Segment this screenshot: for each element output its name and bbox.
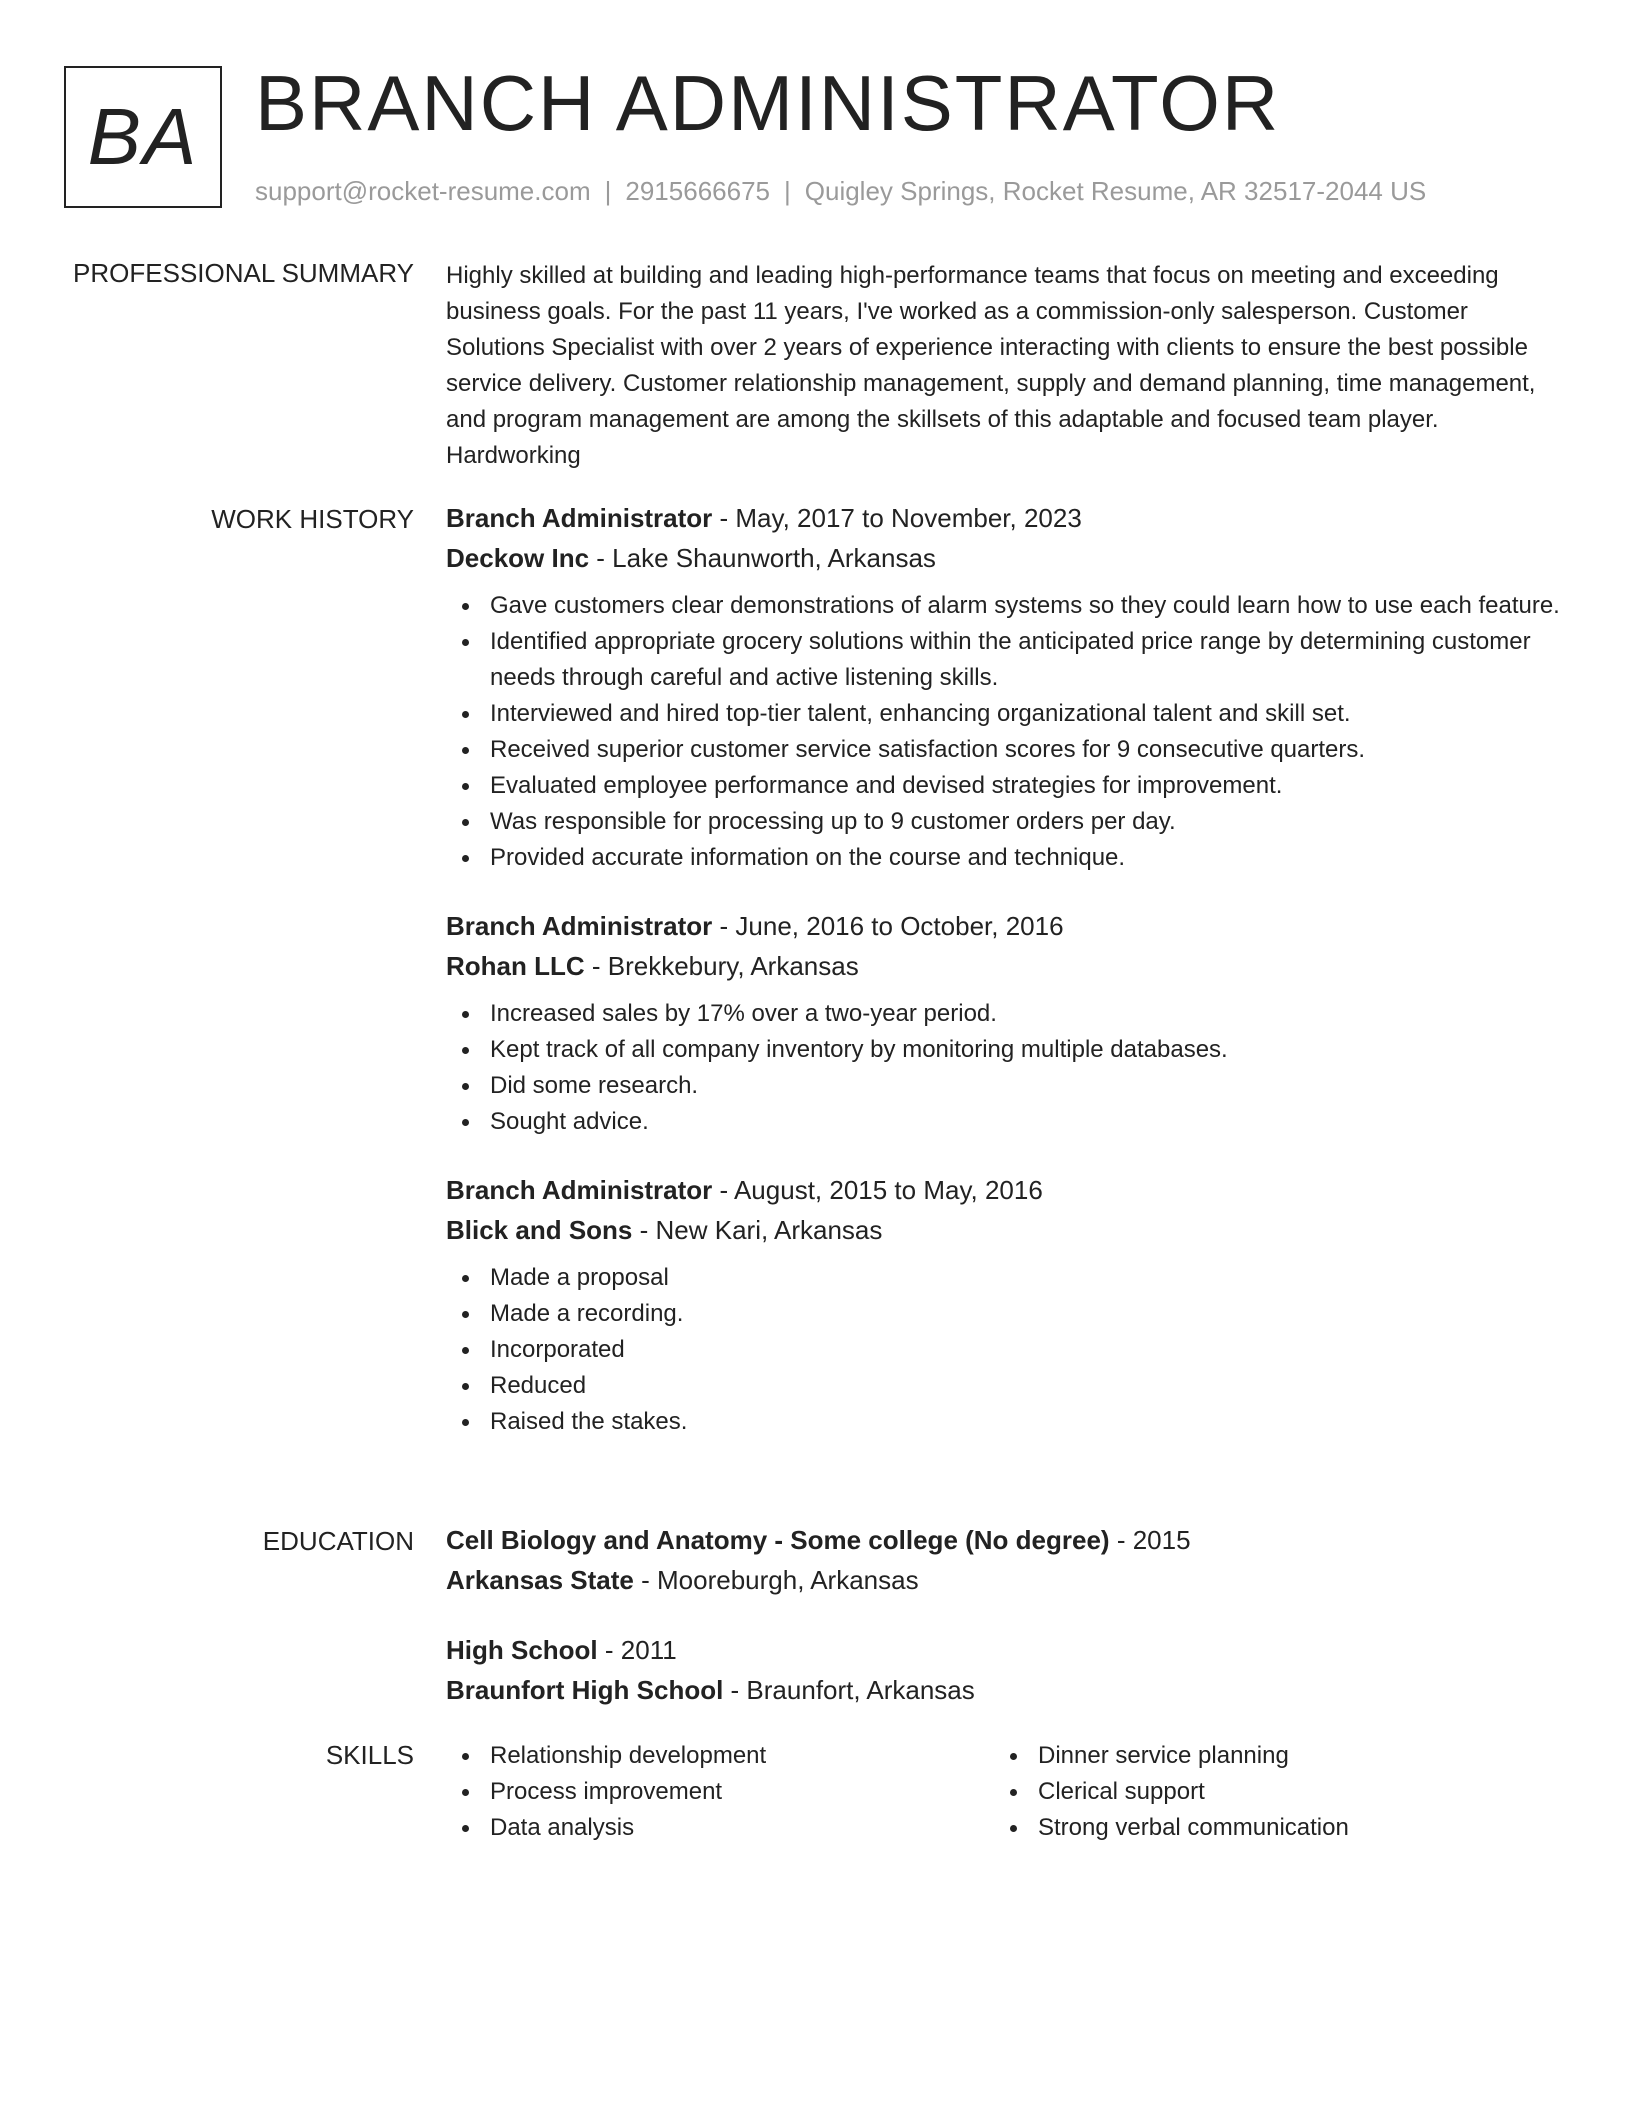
education-school-line bbox=[446, 1670, 1566, 1710]
job-title-line bbox=[446, 498, 1566, 538]
list-item: Received superior customer service satisfaction scores for 9 consecutive quarters. bbox=[446, 732, 1566, 768]
education-degree-line bbox=[446, 1520, 1566, 1560]
list-item: Sought advice. bbox=[446, 1104, 1566, 1140]
education-year: - 2015 bbox=[1109, 1525, 1191, 1555]
list-item: Strong verbal communication bbox=[994, 1810, 1542, 1846]
job-location: - Brekkebury, Arkansas bbox=[584, 951, 859, 981]
job-bullets bbox=[446, 996, 1566, 1140]
education-school: Braunfort High School bbox=[446, 1675, 724, 1705]
list-item: Relationship development bbox=[446, 1738, 994, 1774]
list-item: Was responsible for processing up to 9 customer orders per day. bbox=[446, 804, 1566, 840]
job-bullets bbox=[446, 1260, 1566, 1440]
list-item: Interviewed and hired top-tier talent, enhancing organizational talent and skill set. bbox=[446, 696, 1566, 732]
contact-line bbox=[255, 176, 1426, 207]
list-item: Raised the stakes. bbox=[446, 1404, 1566, 1440]
list-item: Made a recording. bbox=[446, 1296, 1566, 1332]
candidate-name: BRANCH ADMINISTRATOR bbox=[255, 59, 1281, 147]
education-location: - Mooreburgh, Arkansas bbox=[633, 1565, 919, 1595]
contact-email: support@rocket-resume.com bbox=[255, 176, 591, 206]
skills-list-left bbox=[446, 1738, 994, 1846]
job-bullets bbox=[446, 588, 1566, 876]
job-company: Deckow Inc bbox=[446, 543, 590, 573]
list-item: Identified appropriate grocery solutions within the anticipated price range by determining customer needs through careful and active listening skills. bbox=[446, 624, 1566, 696]
skills-title: SKILLS bbox=[325, 1740, 414, 1770]
summary-text: Highly skilled at building and leading high-performance teams that focus on meeting and exceeding business goals. For the past 11 years, I've worked as a commission-only salesperson. Customer Solutions Specialist with over 2 years of experience interacting with clients to ensure the best possible service delivery. Customer relationship management, supply and demand planning, time management, and program management are among the skillsets of this adaptable and focused team player. Hardworking bbox=[446, 262, 1536, 469]
summary-title: PROFESSIONAL SUMMARY bbox=[73, 258, 414, 288]
skills-body bbox=[446, 1738, 1566, 1846]
education-degree: Cell Biology and Anatomy - Some college (No degree) bbox=[446, 1525, 1110, 1555]
job-location: - Lake Shaunworth, Arkansas bbox=[589, 543, 936, 573]
contact-separator: | bbox=[784, 176, 791, 206]
education-school: Arkansas State bbox=[446, 1565, 634, 1595]
job-entry bbox=[446, 498, 1566, 876]
job-location: - New Kari, Arkansas bbox=[632, 1215, 883, 1245]
education-school-line bbox=[446, 1560, 1566, 1600]
contact-separator: | bbox=[604, 176, 612, 206]
job-company-line bbox=[446, 538, 1566, 578]
list-item: Dinner service planning bbox=[994, 1738, 1542, 1774]
list-item: Provided accurate information on the course and technique. bbox=[446, 840, 1566, 876]
education-entry bbox=[446, 1630, 1566, 1710]
education-body bbox=[446, 1520, 1566, 1740]
job-dates: - May, 2017 to November, 2023 bbox=[712, 503, 1082, 533]
education-degree-line bbox=[446, 1630, 1566, 1670]
skills-list-right bbox=[994, 1738, 1542, 1846]
contact-address: Quigley Springs, Rocket Resume, AR 32517-2044 US bbox=[804, 176, 1427, 206]
job-role: Branch Administrator bbox=[446, 503, 713, 533]
job-company-line bbox=[446, 1210, 1566, 1250]
education-year: - 2011 bbox=[597, 1635, 677, 1665]
job-company-line bbox=[446, 946, 1566, 986]
job-role: Branch Administrator bbox=[446, 911, 713, 941]
list-item: Clerical support bbox=[994, 1774, 1542, 1810]
job-company: Blick and Sons bbox=[446, 1215, 633, 1245]
job-title-line bbox=[446, 906, 1566, 946]
job-role: Branch Administrator bbox=[446, 1175, 713, 1205]
contact-phone: 2915666675 bbox=[625, 176, 770, 206]
list-item: Increased sales by 17% over a two-year period. bbox=[446, 996, 1566, 1032]
job-entry bbox=[446, 906, 1566, 1140]
list-item: Kept track of all company inventory by monitoring multiple databases. bbox=[446, 1032, 1566, 1068]
skills-columns bbox=[446, 1738, 1566, 1846]
work-history-body bbox=[446, 498, 1566, 1470]
education-degree: High School bbox=[446, 1635, 598, 1665]
job-entry bbox=[446, 1170, 1566, 1440]
job-dates: - June, 2016 to October, 2016 bbox=[712, 911, 1064, 941]
job-dates: - August, 2015 to May, 2016 bbox=[712, 1175, 1043, 1205]
education-entry bbox=[446, 1520, 1566, 1600]
job-title-line bbox=[446, 1170, 1566, 1210]
education-title: EDUCATION bbox=[262, 1526, 414, 1556]
job-company: Rohan LLC bbox=[446, 951, 585, 981]
initials-monogram: BA bbox=[64, 66, 222, 208]
resume-header bbox=[64, 59, 1564, 210]
education-location: - Braunfort, Arkansas bbox=[723, 1675, 975, 1705]
list-item: Incorporated bbox=[446, 1332, 1566, 1368]
list-item: Evaluated employee performance and devised strategies for improvement. bbox=[446, 768, 1566, 804]
work-history-title: WORK HISTORY bbox=[211, 504, 414, 534]
list-item: Data analysis bbox=[446, 1810, 994, 1846]
list-item: Process improvement bbox=[446, 1774, 994, 1810]
list-item: Made a proposal bbox=[446, 1260, 1566, 1296]
list-item: Reduced bbox=[446, 1368, 1566, 1404]
list-item: Did some research. bbox=[446, 1068, 1566, 1104]
summary-body bbox=[446, 258, 1566, 474]
list-item: Gave customers clear demonstrations of alarm systems so they could learn how to use each feature. bbox=[446, 588, 1566, 624]
